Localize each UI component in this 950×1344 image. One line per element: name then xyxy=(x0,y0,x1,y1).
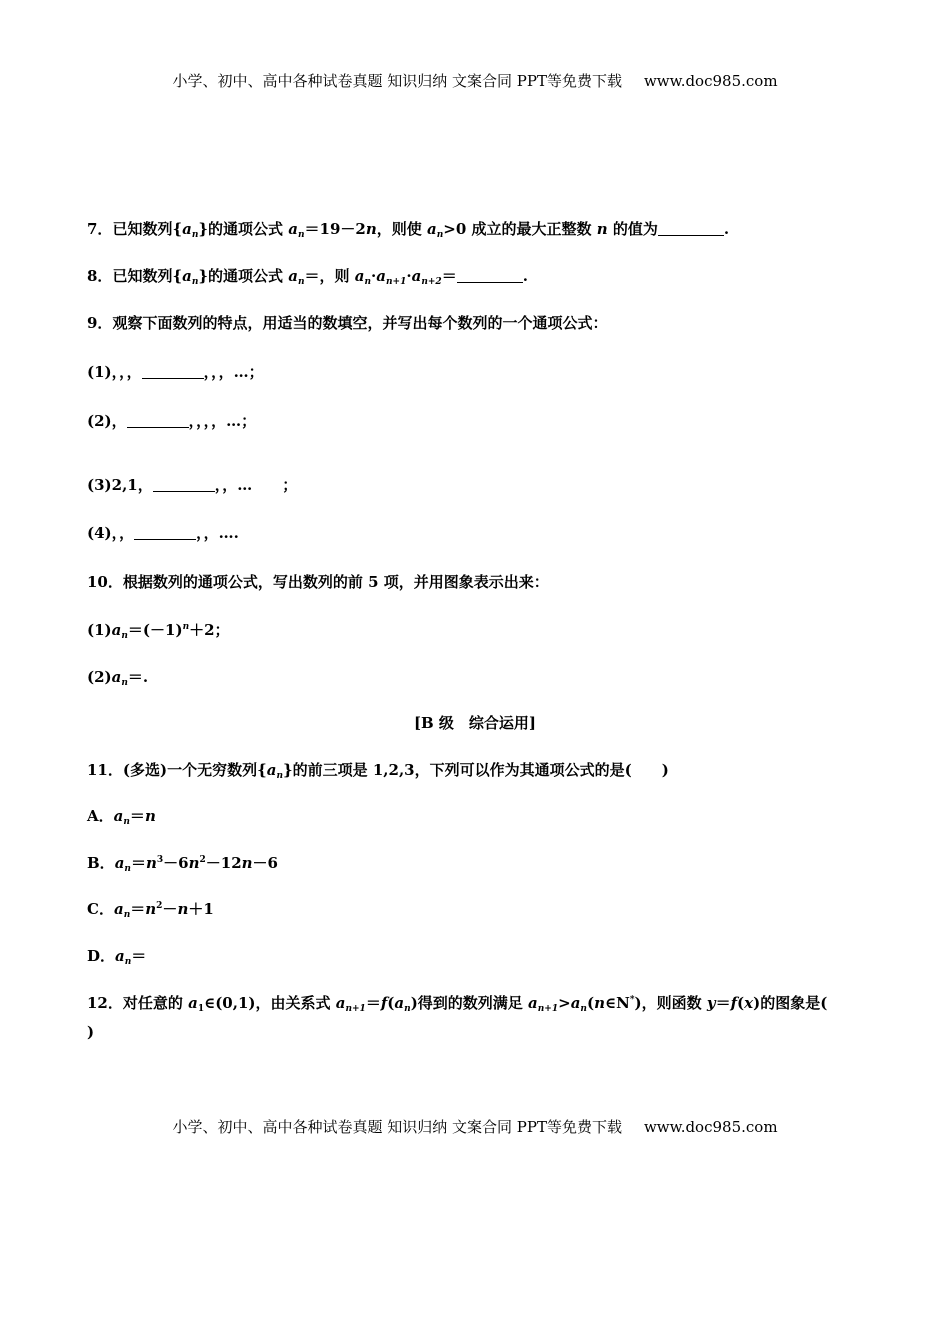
option-b[interactable]: B．$a_n=n^3-6n^2-12n-6$ xyxy=(87,854,278,874)
question-10-part-1: $(1)a_n=(-1)^n+2$； xyxy=(87,621,230,641)
answer-blank[interactable] xyxy=(658,221,724,236)
footer-url[interactable]: www.doc985.com xyxy=(643,1118,778,1136)
answer-blank[interactable] xyxy=(142,364,204,379)
answer-blank[interactable] xyxy=(457,268,523,283)
option-a[interactable]: A．$a_n=n$ xyxy=(87,807,156,827)
option-c[interactable]: C．$a_n=n^2-n+1$ xyxy=(87,900,214,920)
question-10-part-2: $(2)a_n=$. xyxy=(87,668,149,688)
section-heading: [B 级 综合运用] xyxy=(413,714,537,732)
answer-blank[interactable] xyxy=(127,413,189,428)
question-7: 7．已知数列$\{a_n\}$的通项公式 $a_n=19-2n$，则使 $a_n>0$ 成立的最大正整数 n 的值为 . xyxy=(87,220,730,240)
question-9-part-4: (4)，， ，，…. xyxy=(87,524,239,542)
header-text: 小学、初中、高中各种试卷真题 知识归纳 文案合同 PPT等免费下载 xyxy=(172,72,622,90)
question-9-part-3: (3)2,1， ，，… ； xyxy=(87,476,298,494)
header-url[interactable]: www.doc985.com xyxy=(643,72,778,90)
answer-blank[interactable] xyxy=(134,525,196,540)
page-header xyxy=(0,70,950,91)
option-d[interactable]: D．$a_n=$ xyxy=(87,947,147,967)
question-10: 10．根据数列的通项公式，写出数列的前 5 项，并用图象表示出来： xyxy=(87,573,549,591)
footer-text: 小学、初中、高中各种试卷真题 知识归纳 文案合同 PPT等免费下载 xyxy=(172,1118,622,1136)
question-9-part-1: (1)，，， ，，，…； xyxy=(87,363,264,381)
question-9: 9．观察下面数列的特点，用适当的数填空，并写出每个数列的一个通项公式： xyxy=(87,314,608,332)
page-footer xyxy=(0,1116,950,1137)
question-12: 12．对任意的 $a_1\in(0,1)$，由关系式 $a_{n+1}=f(a_n)$得到的数列满足 $a_{n+1}>a_n(n\in N^*)$，则函数 y＝f(x)的图象是( xyxy=(87,994,828,1014)
question-8: 8．已知数列$\{a_n\}$的通项公式 $a_n=$，则 $a_n\cdot a_{n+1}\cdot a_{n+2}=$ . xyxy=(87,267,528,287)
question-9-part-2: (2)， ，，，，…； xyxy=(87,412,257,430)
answer-blank[interactable] xyxy=(153,477,215,492)
question-11: 11．(多选)一个无穷数列$\{a_n\}$的前三项是 1,2,3，下列可以作为其通项公式的是( ) xyxy=(87,761,669,781)
question-12-close: ) xyxy=(87,1023,95,1041)
